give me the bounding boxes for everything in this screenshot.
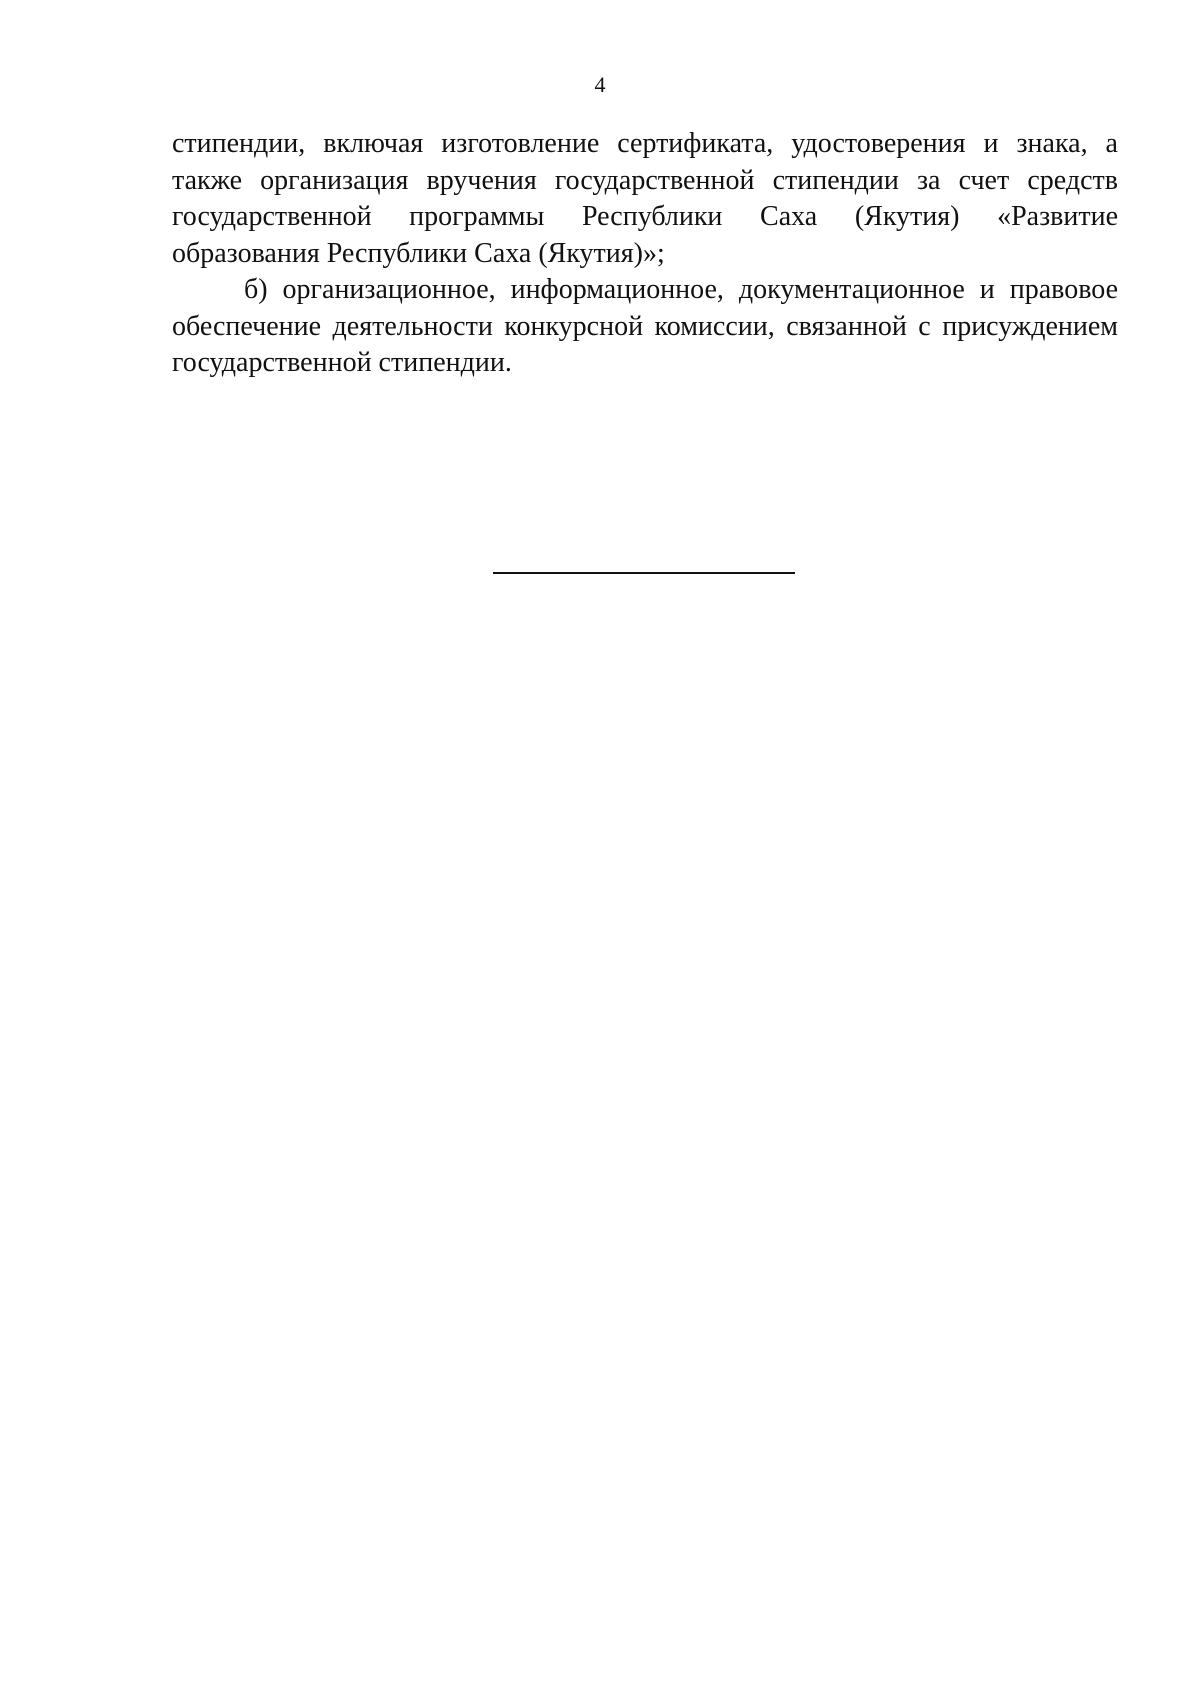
document-body bbox=[172, 126, 1118, 382]
paragraph-continuation: стипендии, включая изготовление сертификата, удостоверения и знака, а также организация вручения государственной стипендии за счет средств государственной программы Республики Саха (Якутия) «Развитие образования Республики Саха (Якутия)»; bbox=[172, 128, 1118, 269]
end-divider-line bbox=[493, 572, 795, 574]
paragraph-item-b: б) организационное, информационное, документационное и правовое обеспечение деятельности конкурсной комиссии, связанной с присуждением государственной стипендии. bbox=[172, 274, 1118, 378]
page-number: 4 bbox=[594, 72, 606, 97]
